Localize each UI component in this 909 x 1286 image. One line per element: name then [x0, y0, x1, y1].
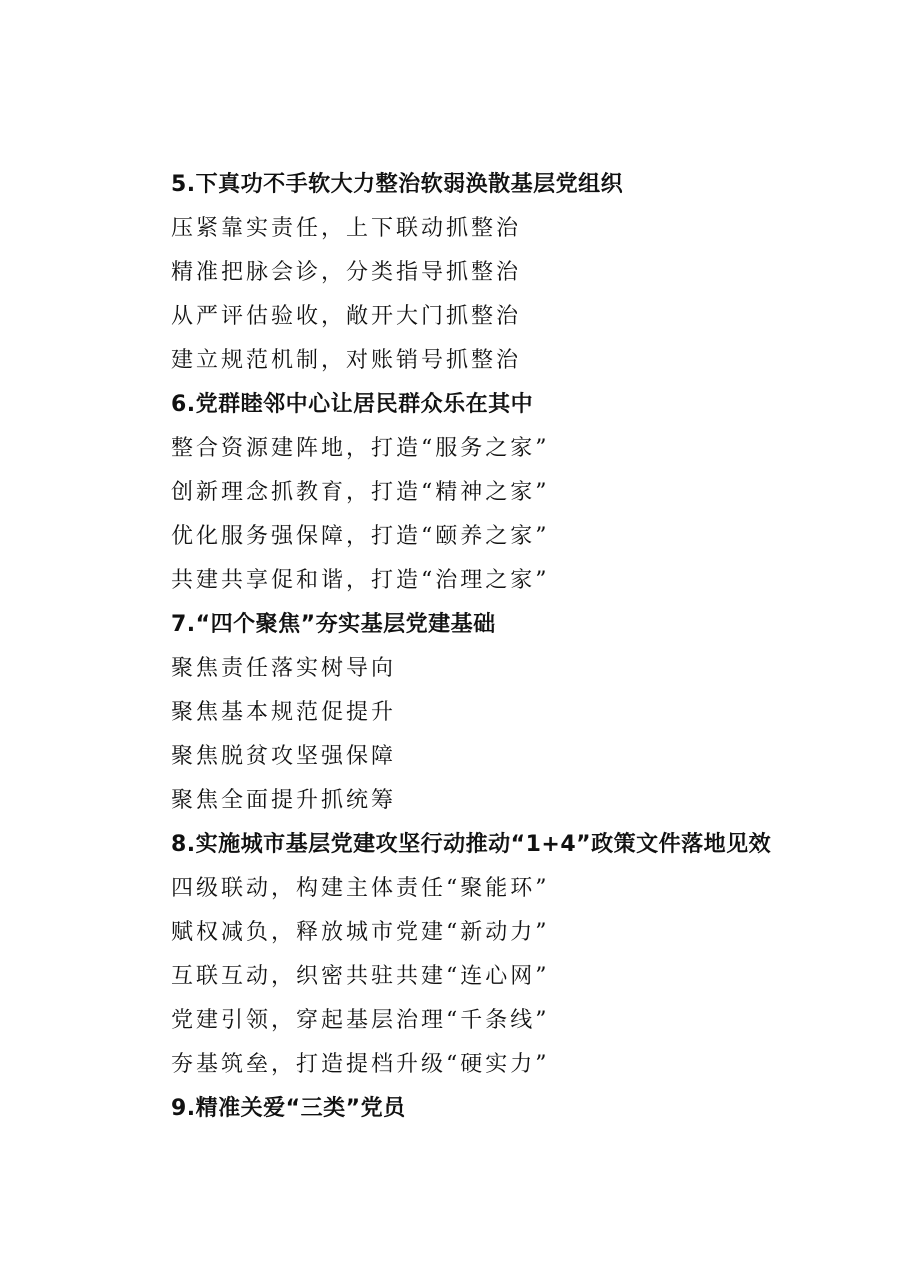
list-item: 互联互动，织密共驻共建“连心网”: [171, 964, 550, 989]
section-heading: 7.“四个聚焦”夯实基层党建基础: [171, 612, 496, 637]
list-item: 聚焦脱贫攻坚强保障: [171, 744, 397, 769]
list-item: 精准把脉会诊，分类指导抓整治: [171, 260, 522, 285]
section-heading: 6.党群睦邻中心让居民群众乐在其中: [171, 392, 534, 417]
list-item: 共建共享促和谐，打造“治理之家”: [171, 568, 550, 593]
list-item: 整合资源建阵地，打造“服务之家”: [171, 436, 550, 461]
document-page: [171, 163, 891, 1131]
list-item: 压紧靠实责任，上下联动抓整治: [171, 216, 522, 241]
section-heading: 9.精准关爱“三类”党员: [171, 1096, 406, 1121]
list-item: 四级联动，构建主体责任“聚能环”: [171, 876, 550, 901]
list-item: 夯基筑垒，打造提档升级“硬实力”: [171, 1052, 550, 1077]
list-item: 党建引领，穿起基层治理“千条线”: [171, 1008, 550, 1033]
section-heading: 5.下真功不手软大力整治软弱涣散基层党组织: [171, 172, 624, 197]
list-item: 建立规范机制，对账销号抓整治: [171, 348, 522, 373]
list-item: 聚焦责任落实树导向: [171, 656, 397, 681]
list-item: 创新理念抓教育，打造“精神之家”: [171, 480, 550, 505]
list-item: 从严评估验收，敞开大门抓整治: [171, 304, 522, 329]
list-item: 聚焦基本规范促提升: [171, 700, 397, 725]
list-item: 聚焦全面提升抓统筹: [171, 788, 397, 813]
list-item: 优化服务强保障，打造“颐养之家”: [171, 524, 550, 549]
section-heading: 8.实施城市基层党建攻坚行动推动“1+4”政策文件落地见效: [171, 832, 772, 857]
list-item: 赋权减负，释放城市党建“新动力”: [171, 920, 550, 945]
